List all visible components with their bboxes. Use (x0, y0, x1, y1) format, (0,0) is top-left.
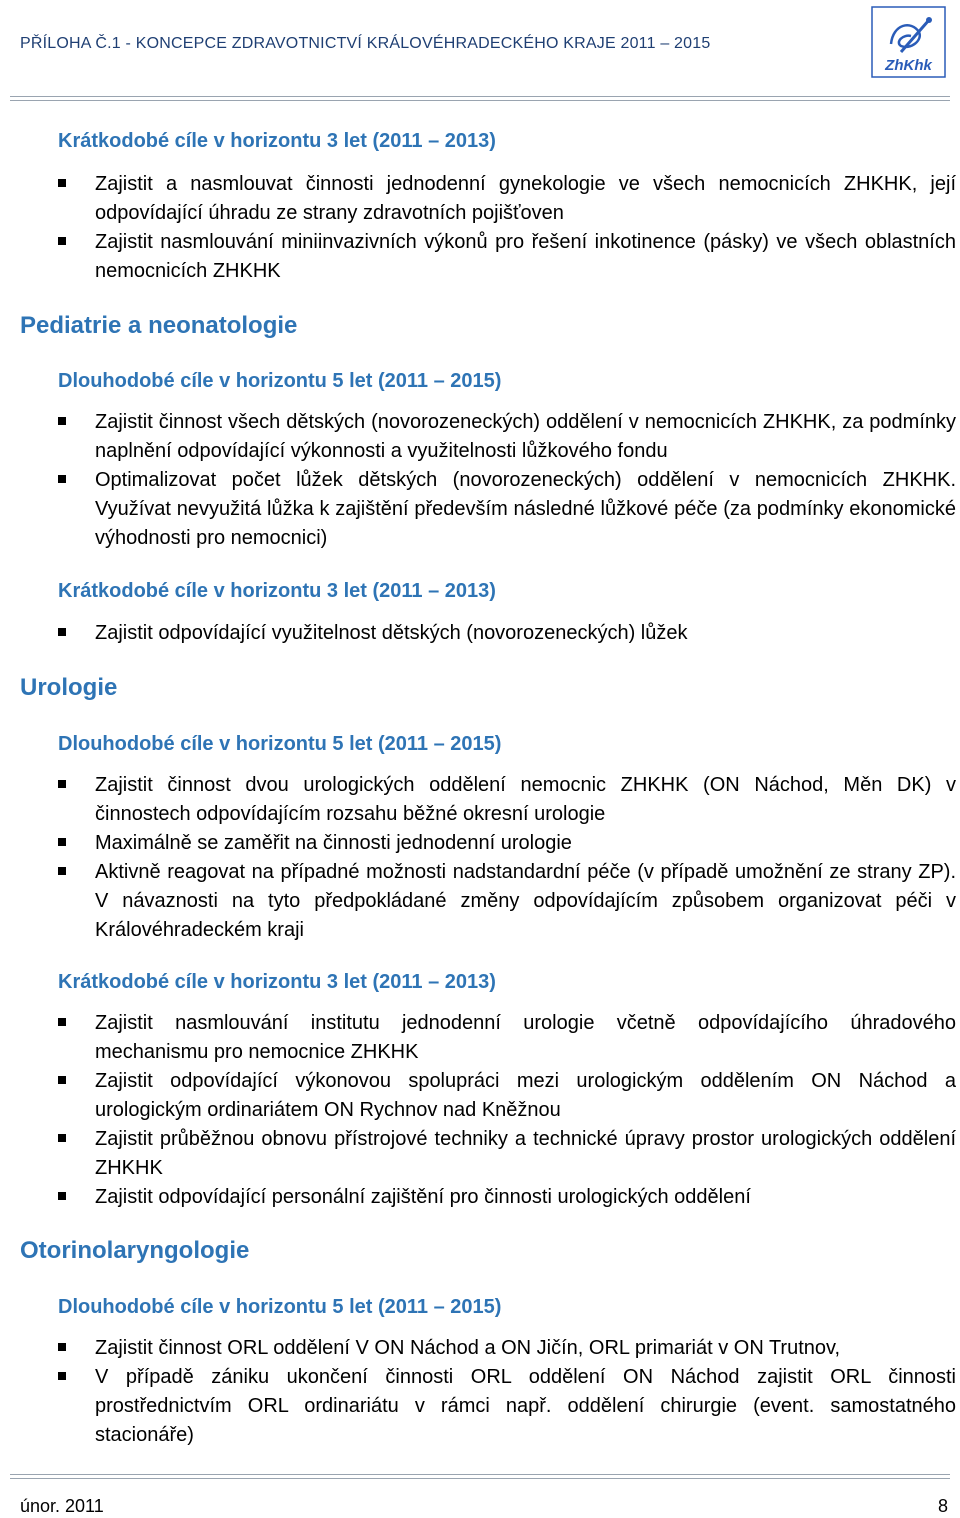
list-item: Zajistit odpovídající využitelnost dětských (novorozeneckých) lůžek (58, 619, 956, 648)
logo-text: ZhKhk (885, 57, 932, 74)
footer-date: únor. 2011 (20, 1496, 104, 1516)
zhkhk-logo (871, 6, 946, 78)
chapter-title: Pediatrie a neonatologie (20, 312, 298, 339)
bullet-list (58, 771, 956, 945)
list-item: Zajistit činnost ORL oddělení V ON Náchod a ON Jičín, ORL primariát v ON Trutnov, (58, 1334, 956, 1363)
bullet-list (58, 1334, 956, 1450)
chapter-title: Otorinolaryngologie (20, 1237, 250, 1264)
bullet-icon (58, 1343, 66, 1351)
list-item: Zajistit činnost všech dětských (novorozeneckých) oddělení v nemocnicích ZHKHK, za podmínky naplnění odpovídající výkonnosti a využitelnosti lůžkového fondu (58, 408, 956, 466)
bullet-icon (58, 838, 66, 846)
list-item: Maximálně se zaměřit na činnosti jednodenní urologie (58, 829, 956, 858)
list-item: Zajistit odpovídající výkonovou spolupráci mezi urologickým oddělením ON Náchod a urologickým ordinariátem ON Rychnov nad Kněžnou (58, 1067, 956, 1125)
list-item: Zajistit nasmlouvání miniinvazivních výkonů pro řešení inkotinence (pásky) ve všech oblastních nemocnicích ZHKHK (58, 228, 956, 286)
header-divider (10, 96, 950, 101)
section-heading: Krátkodobé cíle v horizontu 3 let (2011 – 2013) (58, 971, 496, 993)
bullet-icon (58, 867, 66, 875)
list-item: Zajistit a nasmlouvat činnosti jednodenní gynekologie ve všech nemocnicích ZHKHK, její odpovídající úhradu ze strany zdravotních pojišťoven (58, 170, 956, 228)
bullet-icon (58, 417, 66, 425)
bullet-list (58, 408, 956, 553)
section-heading: Krátkodobé cíle v horizontu 3 let (2011 – 2013) (58, 580, 496, 602)
list-item: V případě zániku ukončení činnosti ORL oddělení ON Náchod zajistit ORL činnosti prostřednictvím ORL ordinariátu v rámci např. oddělení chirurgie (event. samostatného stacionáře) (58, 1363, 956, 1450)
bullet-icon (58, 780, 66, 788)
section-heading: Dlouhodobé cíle v horizontu 5 let (2011 – 2015) (58, 733, 502, 755)
bullet-icon (58, 475, 66, 483)
list-item: Zajistit průběžnou obnovu přístrojové techniky a technické úpravy prostor urologických oddělení ZHKHK (58, 1125, 956, 1183)
section-heading: Krátkodobé cíle v horizontu 3 let (2011 – 2013) (58, 130, 496, 152)
bullet-icon (58, 179, 66, 187)
bullet-icon (58, 1372, 66, 1380)
bullet-list (58, 170, 956, 286)
list-item: Zajistit nasmlouvání institutu jednodenní urologie včetně odpovídajícího úhradového mechanismu pro nemocnice ZHKHK (58, 1009, 956, 1067)
bullet-list (58, 619, 956, 648)
footer-divider (10, 1474, 950, 1479)
list-item: Aktivně reagovat na případné možnosti nadstandardní péče (v případě umožnění ze strany ZP). V návaznosti na tyto předpokládané změny odpovídajícím způsobem organizovat péči v Královéhradeckém kraji (58, 858, 956, 945)
section-heading: Dlouhodobé cíle v horizontu 5 let (2011 – 2015) (58, 1296, 502, 1318)
bullet-icon (58, 1076, 66, 1084)
section-heading: Dlouhodobé cíle v horizontu 5 let (2011 – 2015) (58, 370, 502, 392)
bullet-icon (58, 237, 66, 245)
bullet-icon (58, 1134, 66, 1142)
list-item: Optimalizovat počet lůžek dětských (novorozeneckých) oddělení v nemocnicích ZHKHK. Využívat nevyužitá lůžka k zajištění především následné lůžkové péče (za podmínky ekonomické výhodnosti pro nemocnici) (58, 466, 956, 553)
list-item: Zajistit činnost dvou urologických oddělení nemocnic ZHKHK (ON Náchod, Měn DK) v činnostech odpovídajícím rozsahu běžné okresní urologie (58, 771, 956, 829)
page-number: 8 (937, 1496, 948, 1516)
bullet-icon (58, 1192, 66, 1200)
bullet-icon (58, 628, 66, 636)
document-header-title: PŘÍLOHA Č.1 - KONCEPCE ZDRAVOTNICTVÍ KRÁLOVÉHRADECKÉHO KRAJE 2011 – 2015 (20, 35, 711, 52)
list-item: Zajistit odpovídající personální zajištění pro činnosti urologických oddělení (58, 1183, 956, 1212)
bullet-list (58, 1009, 956, 1212)
bullet-icon (58, 1018, 66, 1026)
chapter-title: Urologie (20, 674, 118, 701)
